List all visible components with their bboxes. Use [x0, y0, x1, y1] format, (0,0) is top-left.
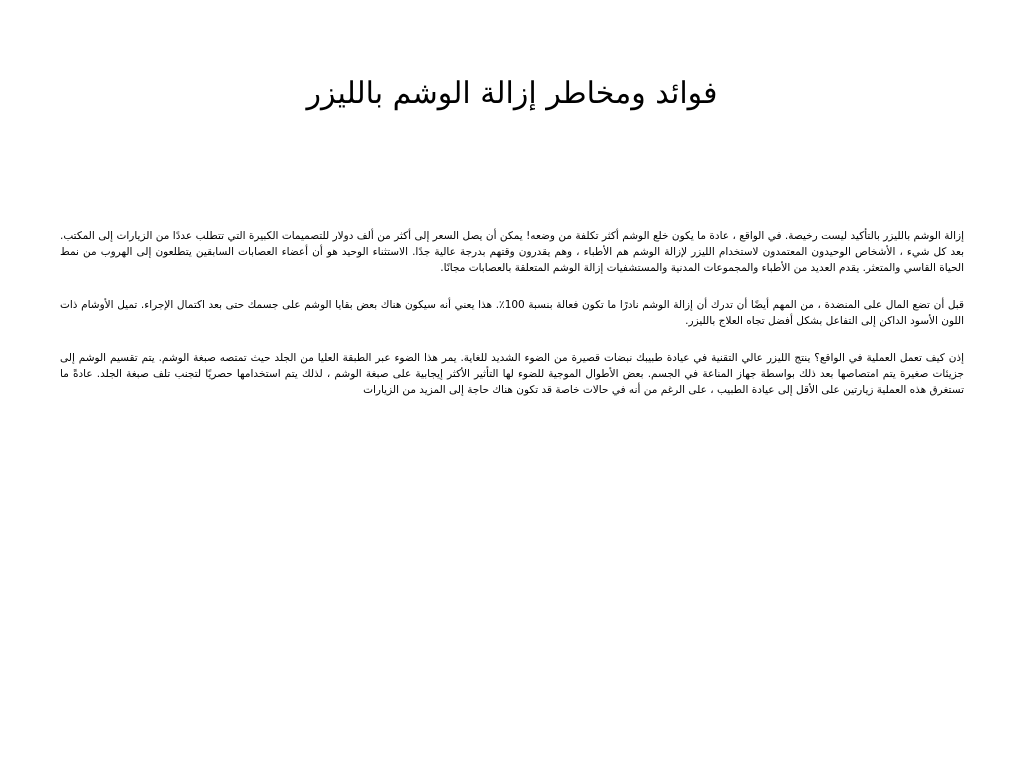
paragraph-effectiveness: قبل أن تضع المال على المنضدة ، من المهم أيضًا أن تدرك أن إزالة الوشم نادرًا ما تكون فعالة بنسبة 100٪. هذا يعني أنه سيكون هناك بعض بقايا الوشم على جسمك حتى بعد اكتمال الإجراء. تميل الأوشام ذات اللون الأسود الداكن إلى التفاعل بشكل أفضل تجاه العلاج بالليزر. [60, 299, 964, 327]
slide-title: فوائد ومخاطر إزالة الوشم بالليزر [306, 76, 718, 111]
paragraph-cost: إزالة الوشم بالليزر بالتأكيد ليست رخيصة. في الواقع ، عادة ما يكون خلع الوشم أكثر تكلفة من وضعه! يمكن أن يصل السعر إلى أكثر من ألف دولار للتصميمات الكبيرة التي تتطلب عددًا من الزيارات إلى المكتب. بعد كل شيء ، الأشخاص الوحيدون المعتمدون لاستخدام الليزر لإزالة الوشم هم الأطباء ، وهم يقدرون وقتهم بدرجة عالية جدًا. الاستثناء الوحيد هو أن أعضاء العصابات السابقين يتطلعون إلى الهروب من نمط الحياة القاسي والمتعثر. يقدم العديد من الأطباء والمجموعات المدنية والمستشفيات إزالة الوشم المتعلقة بالعصابات مجانًا. [60, 230, 964, 274]
paragraph-process: إذن كيف تعمل العملية في الواقع؟ ينتج الليزر عالي التقنية في عيادة طبيبك نبضات قصيرة من الضوء الشديد للغاية. يمر هذا الضوء عبر الطبقة العليا من الجلد حيث تمتصه صبغة الوشم. يتم تقسيم الوشم إلى جزيئات صغيرة يتم امتصاصها بعد ذلك بواسطة جهاز المناعة في الجسم. بعض الأطوال الموجية للضوء لها التأثير الأكثر إيجابية على صبغة الوشم ، لذلك يتم استخدامها حصريًا لتجنب تلف صبغة الجلد. عادةً ما تستغرق هذه العملية زيارتين على الأقل إلى عيادة الطبيب ، على الرغم من أنه في حالات خاصة قد تكون هناك حاجة إلى المزيد من الزيارات [60, 352, 964, 396]
slide-body [60, 228, 964, 419]
